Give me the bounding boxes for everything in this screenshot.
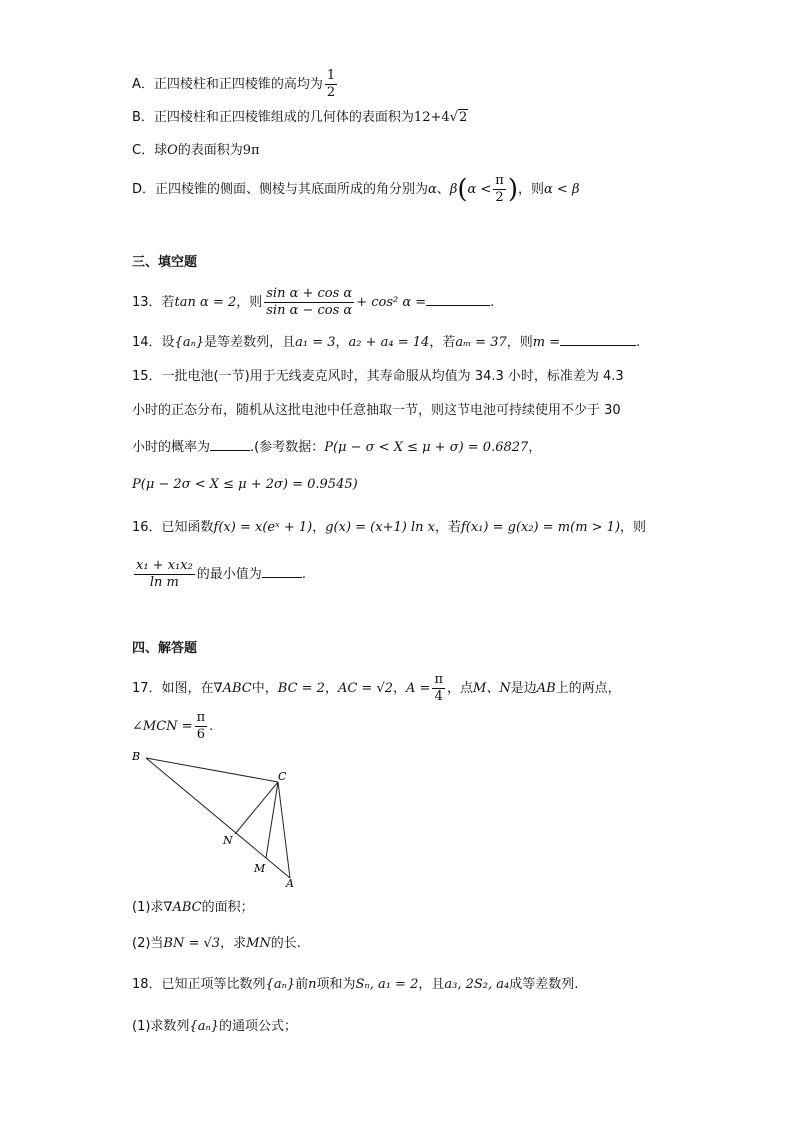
- sum-condition: Sₙ, a₁ = 2: [355, 977, 419, 992]
- paren-close: ): [507, 174, 518, 205]
- sequence: {aₙ}: [189, 1019, 219, 1034]
- triangle: ∇ABC: [213, 681, 252, 696]
- denominator: ln m: [149, 575, 179, 590]
- q18-text3: ，且: [418, 977, 445, 992]
- question-18-part1: [132, 1017, 297, 1037]
- answer-blank[interactable]: [262, 563, 302, 578]
- label-a: A: [286, 877, 294, 890]
- condition-2: a₂ + a₄ = 14: [348, 335, 430, 350]
- q13-prefix: 13．若: [132, 295, 175, 310]
- option-c-text: C．球: [132, 143, 168, 158]
- fraction: [134, 558, 195, 591]
- label-n: N: [223, 834, 233, 847]
- q16-prefix: 16．已知函数: [132, 520, 214, 535]
- denominator: 6: [196, 727, 205, 742]
- question-15-line1: 15．一批电池(一节)用于无线麦克风时，其寿命服从均值为 34.3 小时，标准差为 4.3: [132, 369, 624, 384]
- period: .: [490, 295, 495, 310]
- option-d: [132, 173, 579, 206]
- variable-n: n: [308, 977, 317, 992]
- numerator: sin α + cos α: [266, 286, 353, 301]
- q18-prefix: 18．已知正项等比数列: [132, 977, 266, 992]
- fraction: [493, 173, 506, 206]
- paren-open: (: [457, 174, 468, 205]
- denominator: 2: [326, 85, 336, 100]
- triangle: ∇ABC: [163, 900, 202, 915]
- period: .: [636, 335, 641, 350]
- numerator: x₁ + x₁x₂: [136, 558, 193, 573]
- segment-bc: [146, 758, 278, 782]
- points: M、N: [473, 681, 511, 696]
- question-14: 14．设{aₙ}是等差数列，且a₁ = 3，a₂ + a₄ = 14，若aₘ = 37，则m = .: [132, 331, 640, 353]
- period: .: [209, 719, 214, 734]
- question-15-line2: 小时的正态分布，随机从这批电池中任意抽取一节，则这节电池可持续使用不少于 30: [132, 403, 621, 418]
- option-a: [132, 68, 339, 101]
- fraction: [325, 68, 337, 101]
- unknown: m =: [532, 335, 561, 350]
- q13-condition: tan α = 2: [174, 295, 237, 310]
- q14-text2: ，若: [429, 335, 456, 350]
- condition-2: AC = √2: [337, 681, 394, 696]
- option-d-text: D．正四棱锥的侧面、侧棱与其底面所成的角分别为: [132, 182, 429, 197]
- q14-text1: 是等差数列，且: [204, 335, 296, 350]
- sqrt-sign: √: [449, 110, 458, 125]
- function-g: g(x) = (x+1) ln x: [325, 520, 435, 535]
- q17-text4: 上的两点，: [555, 681, 621, 696]
- answer-blank[interactable]: [210, 436, 250, 451]
- option-c: [132, 141, 260, 161]
- label-b: B: [132, 750, 141, 763]
- question-17-part1: [132, 898, 254, 918]
- segment: MN: [246, 936, 271, 951]
- option-d-tail: ，则: [518, 182, 545, 197]
- question-17: 17．如图，在∇ABC中，BC = 2，AC = √2，A = $\frac{\pi}{4}$ ，点M、N是边AB上的两点，: [132, 672, 621, 704]
- question-17-line2: [132, 710, 213, 743]
- fraction: [195, 710, 208, 743]
- section-heading: 四、解答题: [132, 641, 198, 656]
- q14-prefix: 14．设: [132, 335, 175, 350]
- part1-text: 的面积；: [201, 900, 254, 915]
- q17-text2: ，点: [447, 681, 474, 696]
- option-b: [132, 108, 468, 128]
- q18-text1: 前: [295, 977, 309, 992]
- radicand: 2: [458, 110, 468, 125]
- segment-cn: [235, 782, 278, 834]
- fraction: [432, 672, 445, 705]
- q15-ref-label: .(参考数据：: [250, 440, 325, 455]
- section-heading: 三、填空题: [132, 255, 198, 270]
- option-b-text: B．正四棱柱和正四棱锥组成的几何体的表面积为: [132, 110, 414, 125]
- numerator: π: [434, 672, 443, 687]
- q16-text2: ，则: [620, 520, 647, 535]
- question-16-line2: [132, 558, 306, 591]
- option-c-text2: 的表面积为: [177, 143, 243, 158]
- terms: a₃, 2S₂, a₄: [444, 977, 510, 992]
- variable: O: [167, 143, 178, 158]
- label-c: C: [278, 770, 287, 783]
- segment-ba: [146, 758, 290, 878]
- answer-blank[interactable]: [560, 331, 636, 346]
- fraction: [264, 286, 354, 319]
- denominator: 4: [434, 689, 443, 704]
- separator: 、: [436, 182, 450, 197]
- question-15-line3: 小时的概率为 .(参考数据：P(μ − σ < X ≤ μ + σ) = 0.6827，: [132, 436, 541, 458]
- option-a-text: A．正四棱柱和正四棱锥的高均为: [132, 77, 323, 92]
- equation: f(x₁) = g(x₂) = m(m > 1): [460, 520, 621, 535]
- alpha: α: [428, 182, 437, 197]
- q17-prefix: 17．如图，在: [132, 681, 214, 696]
- condition-3: aₘ = 37: [455, 335, 507, 350]
- reference-2: P(μ − 2σ < X ≤ μ + 2σ) = 0.9545): [132, 477, 358, 492]
- part2-tail: 的长.: [270, 936, 301, 951]
- question-17-part2: [132, 934, 301, 954]
- result: α < β: [544, 182, 580, 197]
- reference-1: P(μ − σ < X ≤ μ + σ) = 0.6827: [324, 440, 529, 455]
- q16-text1: ，若: [434, 520, 461, 535]
- question-18: [132, 975, 578, 995]
- part1-prefix: (1)求数列: [132, 1019, 190, 1034]
- condition: BN = √3: [163, 936, 221, 951]
- denominator: 2: [495, 190, 504, 205]
- denominator: sin α − cos α: [266, 303, 353, 318]
- q18-text4: 成等差数列.: [509, 977, 579, 992]
- sequence: {aₙ}: [265, 977, 296, 992]
- q14-text3: ，则: [506, 335, 533, 350]
- numerator: π: [196, 710, 206, 725]
- condition-1: BC = 2: [277, 681, 325, 696]
- angle: ∠MCN =: [132, 719, 193, 734]
- part1-prefix: (1)求: [132, 900, 164, 915]
- value: 9π: [242, 143, 260, 158]
- question-15-line4: [132, 475, 358, 495]
- side: AB: [536, 681, 556, 696]
- triangle-figure: [130, 750, 310, 890]
- question-16: 16．已知函数f(x) = x(eˣ + 1)，g(x) = (x+1) ln x，若f(x₁) = g(x₂) = m(m > 1)，则: [132, 520, 647, 535]
- condition-1: a₁ = 3: [295, 335, 336, 350]
- segment-ca: [278, 782, 290, 878]
- condition-3: A =: [406, 681, 431, 696]
- q16-text3: 的最小值为: [196, 567, 262, 582]
- q18-text2: 项和为: [316, 977, 356, 992]
- expression: 12+4: [413, 110, 450, 125]
- q13-expression: + cos² α =: [356, 295, 427, 310]
- part2-prefix: (2)当: [132, 936, 164, 951]
- numerator: 1: [326, 68, 336, 83]
- answer-blank[interactable]: [426, 291, 490, 306]
- q15-text: 小时的概率为: [132, 440, 211, 455]
- label-m: M: [254, 862, 266, 875]
- condition: α <: [467, 182, 492, 197]
- part2-text: ，求: [220, 936, 247, 951]
- q13-mid: ，则: [236, 295, 263, 310]
- sequence: {aₙ}: [174, 335, 205, 350]
- question-13: [132, 286, 494, 319]
- function-f: f(x) = x(eˣ + 1): [213, 520, 313, 535]
- q17-text1: 中，: [251, 681, 278, 696]
- numerator: π: [495, 173, 504, 188]
- beta: β: [449, 182, 458, 197]
- part1-text: 的通项公式；: [218, 1019, 297, 1034]
- q17-text3: 是边: [510, 681, 537, 696]
- period: .: [301, 567, 306, 582]
- segment-cm: [266, 782, 278, 858]
